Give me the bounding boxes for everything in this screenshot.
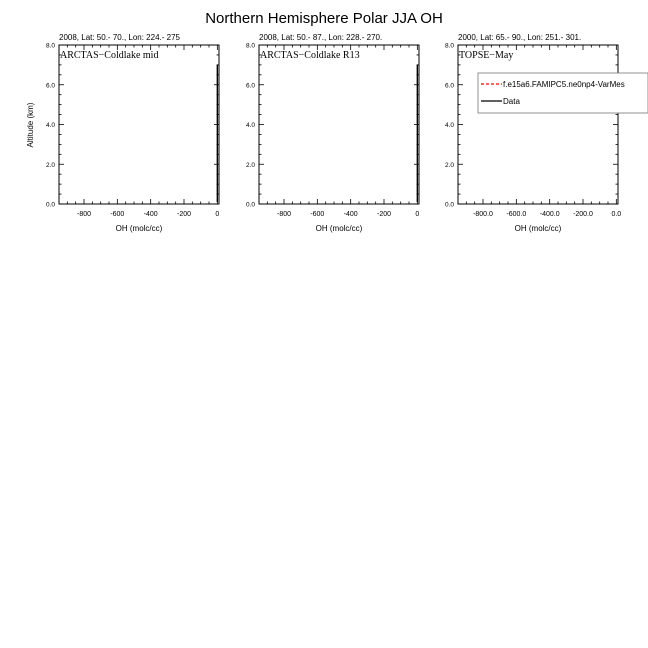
y-tick-label: 2.0 — [245, 161, 255, 169]
x-tick-label: 0 — [215, 211, 220, 218]
y-tick-label: 8.0 — [245, 42, 255, 50]
y-tick-label: 8.0 — [45, 42, 55, 50]
legend-entry-label: f.e15a6.FAMIPC5.ne0np4-VarMes — [503, 80, 625, 89]
campaign-label: ARCTAS−Coldlake R13 — [260, 50, 360, 61]
plot-frame — [259, 45, 419, 204]
y-tick-label: 2.0 — [444, 161, 454, 169]
plot-frame — [458, 45, 618, 204]
x-tick-label: -600 — [110, 211, 125, 218]
x-tick-label: 0 — [415, 211, 420, 218]
x-tick-label: -400.0 — [539, 211, 560, 218]
figure-title: Northern Hemisphere Polar JJA OH — [205, 10, 443, 27]
y-tick-label: 4.0 — [245, 122, 255, 129]
x-tick-label: -800.0 — [473, 211, 493, 218]
panel-title: 2000, Lat: 65.- 90., Lon: 251.- 301. — [458, 33, 582, 42]
panels — [46, 33, 648, 233]
y-tick-label: 6.0 — [45, 82, 55, 90]
x-tick-label: -200 — [176, 211, 192, 218]
x-axis-label: OH (molc/cc) — [115, 224, 163, 233]
chart-panel-1 — [46, 33, 219, 233]
y-tick-label: 2.0 — [45, 161, 55, 169]
x-tick-label: -400 — [343, 211, 358, 218]
x-axis-label: OH (molc/cc) — [514, 224, 562, 233]
x-tick-label: -600 — [310, 211, 325, 218]
panel-title: 2008, Lat: 50.- 70., Lon: 224.- 275 — [59, 33, 180, 42]
y-tick-label: 6.0 — [245, 82, 255, 90]
chart-panel-3 — [445, 33, 648, 233]
y-tick-label: 8.0 — [444, 42, 454, 50]
x-tick-label: 0.0 — [611, 211, 622, 218]
y-tick-label: 6.0 — [444, 82, 454, 90]
y-tick-label: 0.0 — [45, 201, 55, 209]
y-tick-label: 0.0 — [444, 201, 454, 209]
chart-panel-2 — [246, 33, 419, 233]
x-axis-label: OH (molc/cc) — [315, 224, 363, 233]
x-tick-label: -800 — [276, 211, 292, 218]
campaign-label: ARCTAS−Coldlake mid — [60, 50, 159, 61]
legend-entry-label: Data — [503, 97, 520, 106]
x-tick-label: -600.0 — [506, 211, 527, 218]
y-tick-label: 4.0 — [444, 122, 454, 129]
figure-y-axis-label: Altitude (km) — [26, 102, 35, 148]
panel-title: 2008, Lat: 50.- 87., Lon: 228.- 270. — [259, 33, 383, 42]
legend-box — [478, 73, 648, 113]
y-tick-label: 4.0 — [45, 122, 55, 129]
x-tick-label: -800 — [76, 211, 92, 218]
legend — [478, 73, 648, 113]
x-tick-label: -200.0 — [573, 211, 593, 218]
plot-frame — [59, 45, 219, 204]
x-tick-label: -400 — [143, 211, 158, 218]
y-tick-label: 0.0 — [245, 201, 255, 209]
x-tick-label: -200 — [376, 211, 392, 218]
campaign-label: TOPSE−May — [459, 50, 514, 61]
